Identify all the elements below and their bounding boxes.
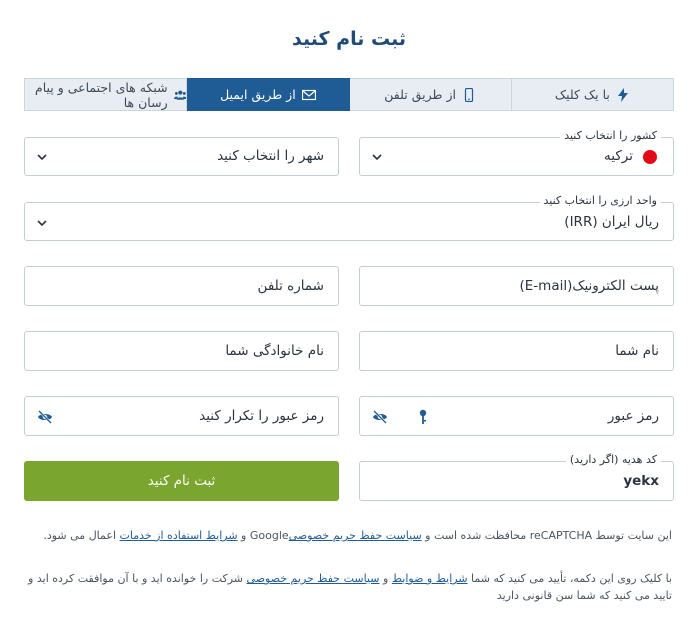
tab-phone[interactable] xyxy=(350,78,512,111)
last-name-placeholder: نام خانوادگی شما xyxy=(225,343,324,359)
envelope-icon xyxy=(302,88,316,102)
note-text: اعمال می شود. xyxy=(43,529,120,542)
tab-label: شبکه های اجتماعی و پیام رسان ها xyxy=(34,79,168,110)
promo-code-field[interactable] xyxy=(359,453,674,501)
password-placeholder: رمز عبور xyxy=(607,408,659,424)
country-value: ترکیه xyxy=(604,148,633,164)
currency-select[interactable] xyxy=(24,194,674,241)
password-repeat-placeholder: رمز عبور را تکرار کنید xyxy=(199,408,324,424)
note-text: و xyxy=(379,572,392,585)
city-placeholder: شهر را انتخاب کنید xyxy=(217,148,324,164)
users-icon xyxy=(174,88,187,102)
note-text: این سایت توسط reCAPTCHA محافظت شده است و xyxy=(421,529,672,542)
email-field[interactable] xyxy=(359,266,674,306)
chevron-down-icon xyxy=(372,152,382,162)
tab-label: از طریق تلفن xyxy=(384,87,456,102)
lightning-icon xyxy=(616,88,630,102)
note-text: با کلیک روی این دکمه، تأیید می کنید که شما xyxy=(467,572,672,585)
first-name-field[interactable] xyxy=(359,331,674,371)
google-terms-link[interactable]: شرایط استفاده از خدمات xyxy=(119,529,238,542)
note-text: و xyxy=(237,529,250,542)
tab-social[interactable] xyxy=(24,78,187,111)
last-name-field[interactable] xyxy=(24,331,339,371)
eye-slash-icon[interactable] xyxy=(372,410,388,424)
recaptcha-note xyxy=(26,527,672,544)
password-field[interactable] xyxy=(359,396,674,436)
key-icon[interactable] xyxy=(418,409,428,425)
turkey-flag-icon xyxy=(643,150,657,164)
tab-label: از طریق ایمیل xyxy=(220,87,296,102)
chevron-down-icon xyxy=(37,218,47,228)
promo-legend: کد هدیه (اگر دارید) xyxy=(566,453,661,466)
password-repeat-field[interactable] xyxy=(24,396,339,436)
google-privacy-link[interactable]: سیاست حفظ حریم خصوصی xyxy=(288,529,422,542)
currency-legend: واحد ارزی را انتخاب کنید xyxy=(540,194,661,207)
note-text: Google xyxy=(249,529,289,542)
phone-icon xyxy=(462,88,476,102)
consent-note xyxy=(26,570,672,604)
currency-value: ریال ایران (IRR) xyxy=(564,214,659,230)
phone-field[interactable] xyxy=(24,266,339,306)
chevron-down-icon xyxy=(37,152,47,162)
page-title: ثبت نام کنید xyxy=(292,28,406,50)
country-select[interactable] xyxy=(359,129,674,176)
privacy-policy-link[interactable]: سیاست حفظ حریم خصوصی xyxy=(246,572,380,585)
eye-slash-icon[interactable] xyxy=(37,410,53,424)
city-select[interactable] xyxy=(24,137,339,176)
register-button[interactable]: ثبت نام کنید xyxy=(24,461,339,501)
phone-placeholder: شماره تلفن xyxy=(257,278,324,294)
first-name-placeholder: نام شما xyxy=(615,343,659,359)
terms-link[interactable]: شرایط و ضوابط xyxy=(391,572,468,585)
note-text: شرکت را خوانده اید و با آن موافقت کرده اید و تایید می کنید که شما سن قانونی دارید xyxy=(28,572,672,602)
tab-one-click[interactable] xyxy=(512,78,674,111)
email-placeholder: پست الکترونیک(E-mail) xyxy=(519,278,659,294)
promo-value: yekx xyxy=(623,473,659,489)
registration-tabs xyxy=(24,78,674,111)
tab-label: با یک کلیک xyxy=(554,87,610,102)
tab-email[interactable] xyxy=(187,78,349,111)
country-legend: کشور را انتخاب کنید xyxy=(560,129,661,142)
